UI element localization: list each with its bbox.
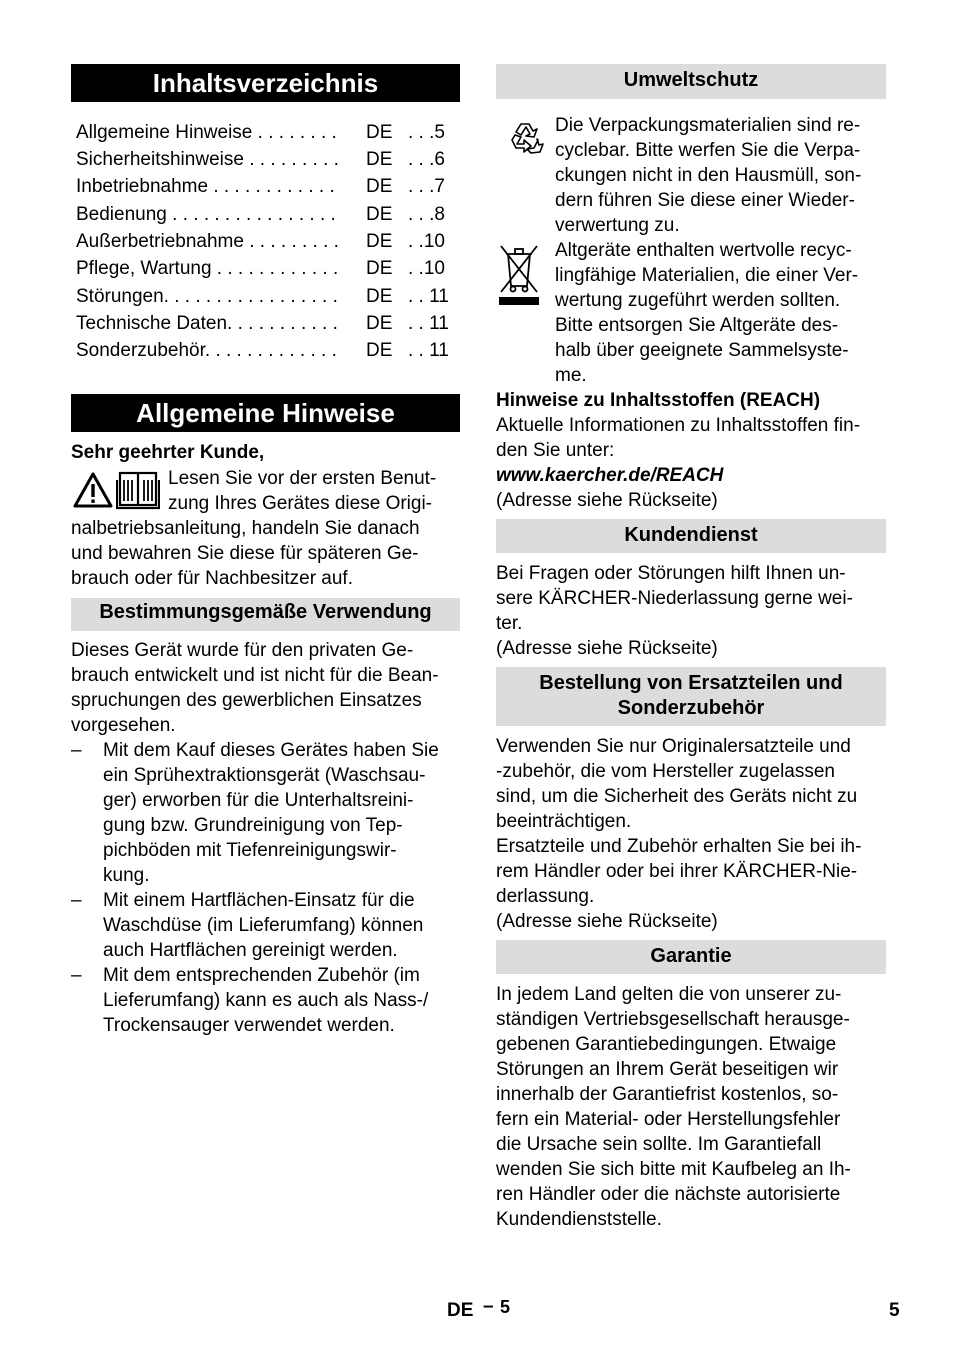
parts-line: rem Händler oder bei ihrer KÄRCHER-Nie- <box>496 861 858 882</box>
footer-lang: DE <box>447 1300 474 1321</box>
toc-entry-page: . .10 <box>408 231 445 252</box>
intro-line: nalbetriebsanleitung, handeln Sie danach <box>71 518 420 539</box>
intro-line: und bewahren Sie diese für späteren Ge- <box>71 543 419 564</box>
dash-bullet: – <box>71 965 82 986</box>
parts-line: (Adresse siehe Rückseite) <box>496 911 718 932</box>
toc-entry-page: . .10 <box>408 258 445 279</box>
crossed-bin-icon <box>498 240 540 313</box>
reach-link[interactable]: www.kaercher.de/REACH <box>496 465 724 486</box>
packaging-line: cyclebar. Bitte werfen Sie die Verpa- <box>555 140 861 161</box>
toc-entry-page: . . 11 <box>408 286 449 307</box>
toc-entry[interactable] <box>76 173 456 200</box>
toc-entry-title: Sonderzubehör. . . . . . . . . . . . . <box>76 340 337 361</box>
toc-entry-title: Technische Daten. . . . . . . . . . . <box>76 313 338 334</box>
warranty-line: ren Händler oder die nächste autorisierte <box>496 1184 841 1205</box>
toc-entry-title: Außerbetriebnahme . . . . . . . . . <box>76 231 339 252</box>
parts-line: -zubehör, die vom Hersteller zugelassen <box>496 761 836 782</box>
toc-entry[interactable] <box>76 146 456 173</box>
warranty-line: Störungen an Ihrem Gerät beseitigen wir <box>496 1059 839 1080</box>
toc-entry-lang: DE <box>366 313 393 334</box>
environment-heading: Umweltschutz <box>496 64 886 99</box>
oldunits-line: Bitte entsorgen Sie Altgeräte des- <box>555 315 839 336</box>
parts-line: beeinträchtigen. <box>496 811 632 832</box>
warranty-line: ständigen Vertriebsgesellschaft herausge- <box>496 1009 850 1030</box>
parts-line: sind, um die Sicherheit des Geräts nicht zu <box>496 786 858 807</box>
intro-line: Lesen Sie vor der ersten Benut- <box>168 468 437 489</box>
warranty-line: gebenen Garantiebedingungen. Etwaige <box>496 1034 837 1055</box>
list-item-line: ein Sprühextraktionsgerät (Waschsau- <box>103 765 426 786</box>
intro-line: brauch oder für Nachbesitzer auf. <box>71 568 353 589</box>
list-item-line: ger) erworben für die Unterhaltsreini- <box>103 790 414 811</box>
reach-heading: Hinweise zu Inhaltsstoffen (REACH) <box>496 390 821 411</box>
toc-entry-page: . . .6 <box>408 149 445 170</box>
toc-entry-page: . . 11 <box>408 313 449 334</box>
oldunits-line: lingfähige Materialien, die einer Ver- <box>555 265 859 286</box>
list-item-line: Mit dem entsprechenden Zubehör (im <box>103 965 420 986</box>
dash-bullet: – <box>71 740 82 761</box>
general-heading: Allgemeine Hinweise <box>71 394 460 432</box>
toc-entry-title: Allgemeine Hinweise . . . . . . . . <box>76 122 337 143</box>
warranty-line: innerhalb der Garantiefrist kostenlos, so- <box>496 1084 839 1105</box>
warranty-line: In jedem Land gelten die von unserer zu- <box>496 984 842 1005</box>
oldunits-line: halb über geeignete Sammelsyste- <box>555 340 849 361</box>
toc-entry[interactable] <box>76 119 456 146</box>
parts-line: Verwenden Sie nur Originalersatzteile und <box>496 736 851 757</box>
toc-entry[interactable] <box>76 201 456 228</box>
reach-address: (Adresse siehe Rückseite) <box>496 490 718 511</box>
parts-heading-line: Sonderzubehör <box>617 697 765 719</box>
parts-heading-line: Bestellung von Ersatzteilen und <box>539 672 843 694</box>
list-item-line: Waschdüse (im Lieferumfang) können <box>103 915 424 936</box>
toc-entry-lang: DE <box>366 176 393 197</box>
toc-entry[interactable] <box>76 283 456 310</box>
recycling-icon <box>504 118 546 165</box>
toc-entry-title: Pflege, Wartung . . . . . . . . . . . . <box>76 258 339 279</box>
service-heading: Kundendienst <box>496 519 886 553</box>
toc-entry-page: . . .7 <box>408 176 445 197</box>
open-book-icon <box>116 470 160 515</box>
oldunits-line: me. <box>555 365 587 386</box>
packaging-line: ckungen nicht in den Hausmüll, son- <box>555 165 862 186</box>
parts-line: Ersatzteile und Zubehör erhalten Sie bei ih- <box>496 836 862 857</box>
toc-entry-page: . . .5 <box>408 122 445 143</box>
toc-entry-title: Inbetriebnahme . . . . . . . . . . . . <box>76 176 335 197</box>
service-line: ter. <box>496 613 523 634</box>
intended-use-heading: Bestimmungsgemäße Verwendung <box>71 598 460 631</box>
parts-line: derlassung. <box>496 886 595 907</box>
intro-line: zung Ihres Gerätes diese Origi- <box>168 493 433 514</box>
oldunits-line: wertung zugeführt werden sollten. <box>555 290 841 311</box>
toc-entry[interactable] <box>76 337 456 364</box>
toc-entry-lang: DE <box>366 122 393 143</box>
toc-entry-lang: DE <box>366 258 393 279</box>
toc-entry-lang: DE <box>366 231 393 252</box>
list-item-line: gung bzw. Grundreinigung von Tep- <box>103 815 403 836</box>
reach-line: Aktuelle Informationen zu Inhaltsstoffen fin- <box>496 415 861 436</box>
warranty-line: fern ein Material- oder Herstellungsfehler <box>496 1109 841 1130</box>
footer-dash: – <box>483 1296 494 1317</box>
oldunits-line: Altgeräte enthalten wertvolle recyc- <box>555 240 852 261</box>
intended-use-line: brauch entwickelt und ist nicht für die Bean- <box>71 665 439 686</box>
list-item-line: Mit dem Kauf dieses Gerätes haben Sie <box>103 740 439 761</box>
toc-entry-page: . . 11 <box>408 340 449 361</box>
toc-entry-lang: DE <box>366 286 393 307</box>
intended-use-line: spruchungen des gewerblichen Einsatzes <box>71 690 422 711</box>
toc-entry-lang: DE <box>366 149 393 170</box>
warning-triangle-icon <box>73 472 113 513</box>
toc-heading: Inhaltsverzeichnis <box>71 64 460 102</box>
list-item-line: Lieferumfang) kann es auch als Nass-/ <box>103 990 429 1011</box>
page-number: 5 <box>889 1300 900 1321</box>
toc-entry[interactable] <box>76 228 456 255</box>
toc-entry[interactable] <box>76 255 456 282</box>
service-line: Bei Fragen oder Störungen hilft Ihnen un- <box>496 563 846 584</box>
warranty-line: wenden Sie sich bitte mit Kaufbeleg an Ih- <box>496 1159 851 1180</box>
toc-entry-lang: DE <box>366 204 393 225</box>
service-line: sere KÄRCHER-Niederlassung gerne wei- <box>496 588 853 609</box>
warranty-line: Kundendienststelle. <box>496 1209 662 1230</box>
warranty-line: die Ursache sein sollte. Im Garantiefall <box>496 1134 822 1155</box>
toc-entry-lang: DE <box>366 340 393 361</box>
toc-entry-title: Sicherheitshinweise . . . . . . . . . <box>76 149 339 170</box>
parts-heading <box>496 667 886 726</box>
greeting: Sehr geehrter Kunde, <box>71 442 265 463</box>
list-item-line: Mit einem Hartflächen-Einsatz für die <box>103 890 415 911</box>
list-item-line: Trockensauger verwendet werden. <box>103 1015 395 1036</box>
intended-use-line: vorgesehen. <box>71 715 176 736</box>
list-item-line: pichböden mit Tiefenreinigungswir- <box>103 840 397 861</box>
toc-entry-title: Bedienung . . . . . . . . . . . . . . . . <box>76 204 336 225</box>
list-item-line: auch Hartflächen gereinigt werden. <box>103 940 398 961</box>
packaging-line: Die Verpackungsmaterialien sind re- <box>555 115 861 136</box>
dash-bullet: – <box>71 890 82 911</box>
toc-entry[interactable] <box>76 310 456 337</box>
packaging-line: dern führen Sie diese einer Wieder- <box>555 190 855 211</box>
warranty-heading: Garantie <box>496 940 886 974</box>
list-item-line: kung. <box>103 865 150 886</box>
intended-use-line: Dieses Gerät wurde für den privaten Ge- <box>71 640 414 661</box>
toc-entry-title: Störungen. . . . . . . . . . . . . . . . . <box>76 286 338 307</box>
toc-entry-page: . . .8 <box>408 204 445 225</box>
packaging-line: verwertung zu. <box>555 215 680 236</box>
footer-section-page: 5 <box>500 1297 511 1317</box>
reach-line: den Sie unter: <box>496 440 615 461</box>
service-line: (Adresse siehe Rückseite) <box>496 638 718 659</box>
